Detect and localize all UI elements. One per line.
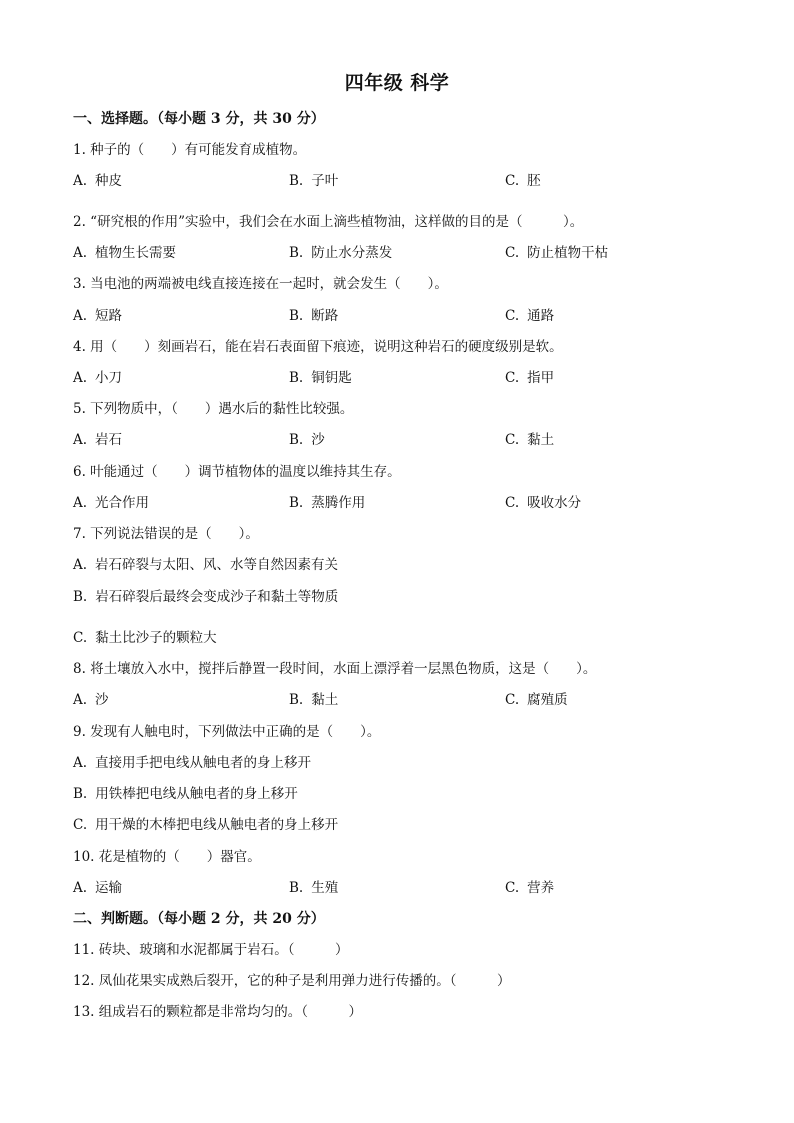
question-7-option-a: A. 岩石碎裂与太阳、风、水等自然因素有关 xyxy=(73,557,339,573)
question-10-option-b: B. 生殖 xyxy=(289,880,339,896)
question-3-option-b: B. 断路 xyxy=(289,308,339,324)
question-4-stem: 4. 用（ ）刻画岩石，能在岩石表面留下痕迹，说明这种岩石的硬度级别是软。 xyxy=(73,339,563,355)
page-title: 四年级 科学 xyxy=(344,72,450,94)
question-8-stem: 8. 将土壤放入水中，搅拌后静置一段时间，水面上漂浮着一层黑色物质，这是（ ）。 xyxy=(73,661,597,677)
question-3-stem: 3. 当电池的两端被电线直接连接在一起时，就会发生（ ）。 xyxy=(73,276,448,292)
question-11: 11. 砖块、玻璃和水泥都属于岩石。（ ） xyxy=(73,942,349,958)
question-5-option-a: A. 岩石 xyxy=(73,432,123,448)
question-8-option-c: C. 腐殖质 xyxy=(505,692,568,708)
question-1-option-c: C. 胚 xyxy=(505,173,541,189)
question-13: 13. 组成岩石的颗粒都是非常均匀的。（ ） xyxy=(73,1004,363,1020)
question-6-option-c: C. 吸收水分 xyxy=(505,495,582,511)
question-4-option-c: C. 指甲 xyxy=(505,370,555,386)
question-9-stem: 9. 发现有人触电时，下列做法中正确的是（ ）。 xyxy=(73,724,381,740)
question-7-stem: 7. 下列说法错误的是（ ）。 xyxy=(73,526,259,542)
question-6-option-b: B. 蒸腾作用 xyxy=(289,495,366,511)
question-6-option-a: A. 光合作用 xyxy=(73,495,150,511)
question-9-option-a: A. 直接用手把电线从触电者的身上移开 xyxy=(73,755,312,771)
question-4-option-b: B. 铜钥匙 xyxy=(289,370,352,386)
question-2-option-b: B. 防止水分蒸发 xyxy=(289,245,393,261)
question-2-stem: 2. “研究根的作用”实验中，我们会在水面上滴些植物油，这样做的目的是（ ）。 xyxy=(73,214,584,230)
question-10-option-c: C. 营养 xyxy=(505,880,555,896)
question-2-option-c: C. 防止植物干枯 xyxy=(505,245,609,261)
question-3-option-a: A. 短路 xyxy=(73,308,123,324)
question-8-option-b: B. 黏土 xyxy=(289,692,339,708)
question-2-option-a: A. 植物生长需要 xyxy=(73,245,177,261)
question-6-stem: 6. 叶能通过（ ）调节植物体的温度以维持其生存。 xyxy=(73,464,401,480)
question-5-option-c: C. 黏土 xyxy=(505,432,555,448)
question-12: 12. 凤仙花果实成熟后裂开，它的种子是利用弹力进行传播的。（ ） xyxy=(73,973,511,989)
question-1-stem: 1. 种子的（ ）有可能发育成植物。 xyxy=(73,142,307,158)
question-7-option-c: C. 黏土比沙子的颗粒大 xyxy=(73,630,217,646)
question-3-option-c: C. 通路 xyxy=(505,308,555,324)
question-10-option-a: A. 运输 xyxy=(73,880,123,896)
question-10-stem: 10. 花是植物的（ ）器官。 xyxy=(73,849,261,865)
question-9-option-b: B. 用铁棒把电线从触电者的身上移开 xyxy=(73,786,298,802)
question-1-option-b: B. 子叶 xyxy=(289,173,339,189)
question-5-stem: 5. 下列物质中，（ ）遇水后的黏性比较强。 xyxy=(73,401,354,417)
question-7-option-b: B. 岩石碎裂后最终会变成沙子和黏土等物质 xyxy=(73,589,339,605)
section-heading-judgement: 二、判断题。（每小题 2 分，共 20 分） xyxy=(73,911,325,927)
question-4-option-a: A. 小刀 xyxy=(73,370,123,386)
question-5-option-b: B. 沙 xyxy=(289,432,325,448)
question-8-option-a: A. 沙 xyxy=(73,692,109,708)
section-heading-choice: 一、选择题。（每小题 3 分，共 30 分） xyxy=(73,111,325,127)
question-1-option-a: A. 种皮 xyxy=(73,173,123,189)
question-9-option-c: C. 用干燥的木棒把电线从触电者的身上移开 xyxy=(73,817,339,833)
